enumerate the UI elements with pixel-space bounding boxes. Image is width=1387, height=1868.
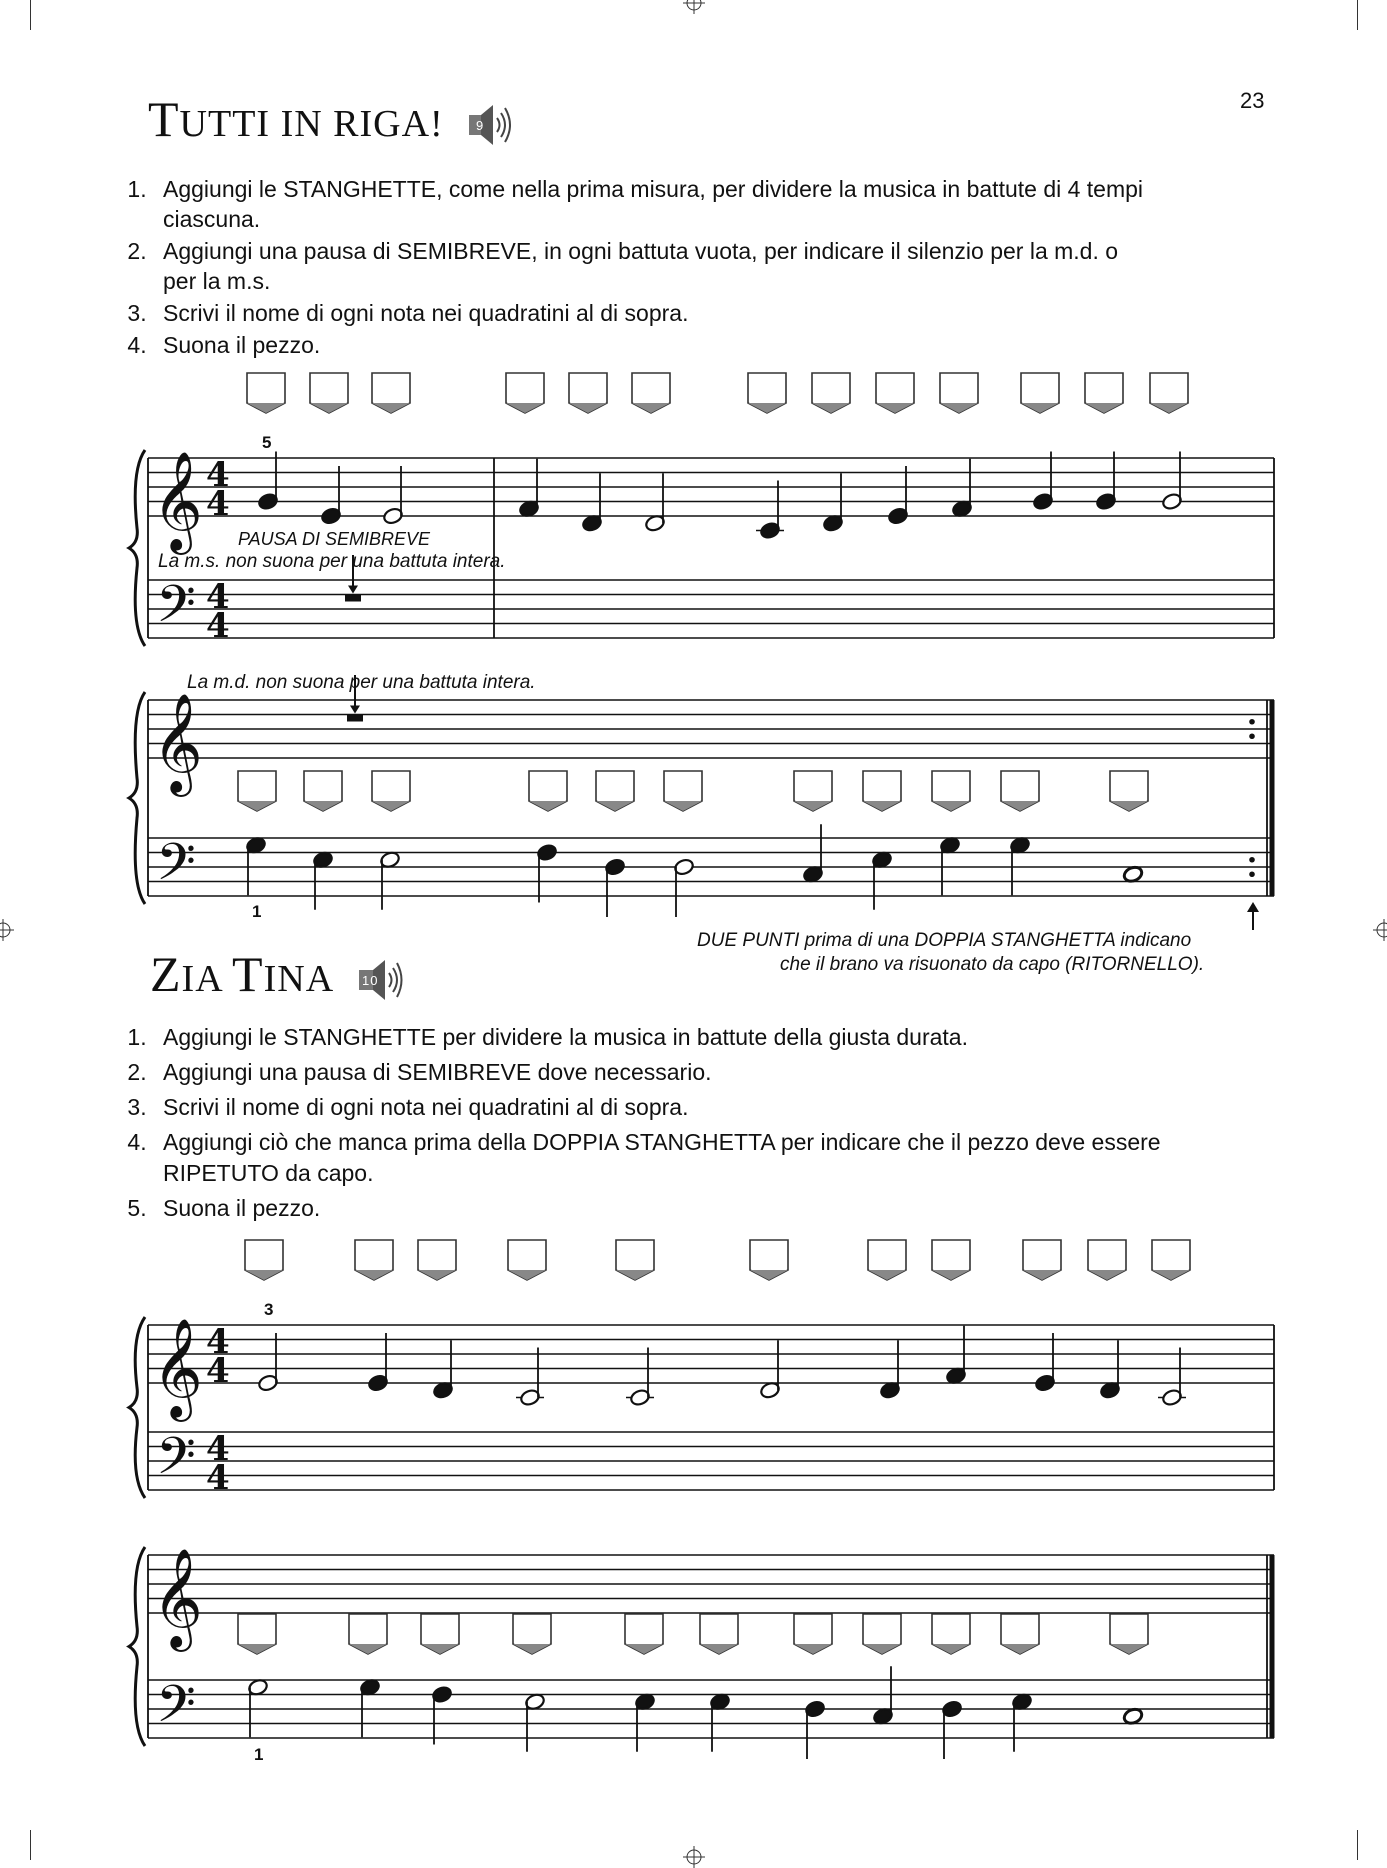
note-name-box-shade	[1110, 1644, 1148, 1654]
bass-clef-icon: 𝄢	[156, 573, 196, 647]
note-name-box-shade	[1088, 1270, 1126, 1280]
note-name-box-shade	[349, 1644, 387, 1654]
treble-clef-icon: 𝄞	[152, 1318, 203, 1418]
note-name-box-shade	[506, 403, 544, 413]
time-signature-bottom: 4	[206, 1351, 230, 1391]
note-name-box-shade	[569, 403, 607, 413]
note-name-box-shade	[596, 801, 634, 811]
note-name-box-shade	[664, 801, 702, 811]
note-name-box-shade	[794, 801, 832, 811]
note-name-box-shade	[750, 1270, 788, 1280]
instruction-item: 3. Scrivi il nome di ogni nota nei quadratini al di sopra.	[153, 1092, 1273, 1123]
system-brace	[129, 1317, 145, 1498]
treble-clef-icon: 𝄞	[152, 1548, 203, 1648]
note-name-box-shade	[1152, 1270, 1190, 1280]
rest-arrow-head	[350, 706, 360, 714]
bass-clef-icon: 𝄢	[156, 831, 196, 905]
note-name-box-shade	[421, 1644, 459, 1654]
svg-text:10: 10	[362, 972, 379, 988]
note-name-box-shade	[245, 1270, 283, 1280]
time-signature-top: 4	[206, 455, 230, 495]
note-name-box-shade	[794, 1644, 832, 1654]
repeat-annotation-line1: DUE PUNTI prima di una DOPPIA STANGHETTA indicano	[697, 930, 1192, 951]
finger-number: 3	[264, 1300, 274, 1319]
system-brace	[129, 692, 145, 904]
note-name-box-shade	[1001, 1644, 1039, 1654]
note-name-box-shade	[1085, 403, 1123, 413]
note-name-box-shade	[418, 1270, 456, 1280]
note-name-box-shade	[1150, 403, 1188, 413]
whole-rest	[345, 595, 361, 602]
note-name-box-shade	[863, 801, 901, 811]
treble-clef-icon: 𝄞	[152, 451, 203, 551]
note-name-box-shade	[355, 1270, 393, 1280]
repeat-annotation-line2: che il brano va risuonato da capo (RITORNELLO).	[780, 954, 1205, 975]
finger-number: 1	[252, 902, 262, 921]
time-signature-bottom: 4	[206, 1458, 230, 1498]
note-name-box-shade	[310, 403, 348, 413]
instruction-item: 3. Scrivi il nome di ogni nota nei quadratini al di sopra.	[153, 298, 1153, 328]
system-brace	[129, 1547, 145, 1746]
rest-annotation-left-hand: La m.s. non suona per una battuta intera.	[158, 551, 506, 572]
bass-clef-icon: 𝄢	[156, 1425, 196, 1499]
note-name-box-shade	[372, 801, 410, 811]
time-signature-bottom: 4	[206, 484, 230, 524]
note-name-box-shade	[876, 403, 914, 413]
instruction-item: 4. Aggiungi ciò che manca prima della DOPPIA STANGHETTA per indicare che il pezzo deve essere RIPETUTO da capo.	[153, 1127, 1273, 1189]
note-name-box-shade	[1110, 801, 1148, 811]
instruction-item: 5. Suona il pezzo.	[153, 1193, 1273, 1224]
repeat-dot	[1249, 871, 1255, 877]
note-name-box-shade	[616, 1270, 654, 1280]
rest-label: PAUSA DI SEMIBREVE	[238, 529, 431, 549]
section-title: TUTTI IN RIGA! 9	[148, 90, 517, 156]
note-name-box-shade	[940, 403, 978, 413]
note-name-box-shade	[513, 1644, 551, 1654]
note-name-box-shade	[247, 403, 285, 413]
rest-arrow-head	[348, 586, 358, 594]
instruction-item: 1. Aggiungi le STANGHETTE per dividere la musica in battute della giusta durata.	[153, 1022, 1273, 1053]
note-name-box-shade	[748, 403, 786, 413]
instruction-item: 2. Aggiungi una pausa di SEMIBREVE dove necessario.	[153, 1057, 1273, 1088]
note-name-box-shade	[863, 1644, 901, 1654]
svg-text:9: 9	[475, 117, 484, 133]
note-name-box-shade	[1021, 403, 1059, 413]
note-name-box-shade	[625, 1644, 663, 1654]
finger-number: 5	[262, 433, 272, 452]
note-name-box-shade	[632, 403, 670, 413]
note-name-box-shade	[238, 801, 276, 811]
note-name-box-shade	[529, 801, 567, 811]
repeat-dot	[1249, 719, 1255, 725]
note-name-box-shade	[1023, 1270, 1061, 1280]
note-name-box-shade	[238, 1644, 276, 1654]
rest-annotation-right-hand: La m.d. non suona per una battuta intera.	[187, 672, 536, 693]
note-name-box-shade	[932, 801, 970, 811]
note-name-box-shade	[304, 801, 342, 811]
note-name-box-shade	[508, 1270, 546, 1280]
note-name-box-shade	[812, 403, 850, 413]
note-name-box-shade	[372, 403, 410, 413]
bass-clef-icon: 𝄢	[156, 1673, 196, 1747]
page-number: 23	[1240, 88, 1265, 113]
finger-number: 1	[254, 1745, 264, 1764]
repeat-dot	[1249, 857, 1255, 863]
time-signature-bottom: 4	[206, 606, 230, 646]
instruction-item: 1. Aggiungi le STANGHETTE, come nella prima misura, per dividere la musica in battute di 4 tempi ciascuna.	[153, 174, 1153, 234]
section-title: ZIA TINA 10	[150, 945, 407, 1011]
instruction-item: 4. Suona il pezzo.	[153, 330, 1153, 360]
time-signature-top: 4	[206, 577, 230, 617]
arrow-up-icon	[1247, 902, 1259, 912]
time-signature-top: 4	[206, 1322, 230, 1362]
whole-rest	[347, 715, 363, 722]
note-name-box-shade	[932, 1644, 970, 1654]
treble-clef-icon: 𝄞	[152, 693, 203, 793]
system-brace	[129, 450, 145, 646]
instruction-item: 2. Aggiungi una pausa di SEMIBREVE, in ogni battuta vuota, per indicare il silenzio per la m.d. o per la m.s.	[153, 236, 1153, 296]
note-name-box-shade	[1001, 801, 1039, 811]
note-name-box-shade	[868, 1270, 906, 1280]
time-signature-top: 4	[206, 1429, 230, 1469]
note-name-box-shade	[700, 1644, 738, 1654]
repeat-dot	[1249, 733, 1255, 739]
note-name-box-shade	[932, 1270, 970, 1280]
